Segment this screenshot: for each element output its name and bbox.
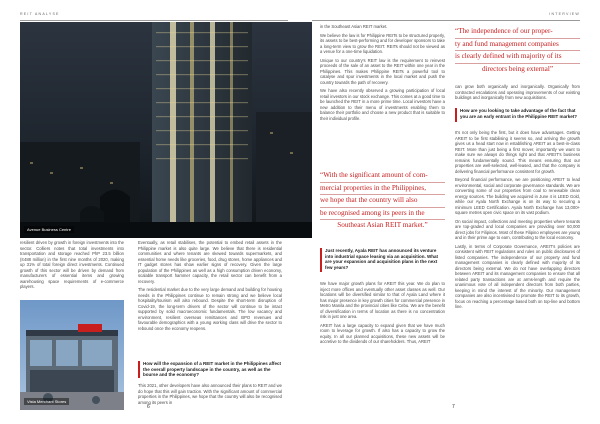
pull-quote-2	[455, 26, 580, 75]
right-col1-paragraph: in the Southeast Asian REIT market.	[320, 24, 388, 29]
city-night-photo-svg	[20, 22, 312, 238]
left-col1-paragraph: resilient driven by growth in foreign investments into the sector. Colliers notes that total investments into transportation and storage reached PhP 23.5 billion (₶488 million) in the first nine months of 2020, making up 31% of total foreign direct investments. Continued growth of this sector will be driven by demand from manufacturers of essential items and growing warehousing space requirements of e-commerce players.	[20, 240, 124, 289]
left-col1-text	[20, 240, 124, 293]
left-col2-answer: This 2021, other developers have also announced their plans to REIT and we do hope that this will gain traction. With the significant amount of commercial properties in the Philippines, we hope that the country will also be recognised among its peers in	[138, 383, 282, 405]
pull-quote-2-last-line: directors being external”	[481, 64, 554, 73]
pull-quote-1-line: mercial properties in the Philippines,	[320, 183, 445, 196]
page-number-left: 6	[147, 404, 150, 410]
question-accent-bar	[455, 108, 457, 122]
right-col2-paragraph: It's not only being the first, but it does have advantages. Getting AREIT to be first stabilising it seems so, and arriving the growth gives us a head start now in establishing AREIT as a best-in-class REIT. More than just being a first mover, importantly we want to make sure we always do things right and that AREIT's business remains fundamentally sound. This means ensuring that our properties are well-selected, well-leased, and that the company is delivering financial performance consistent for growth.	[455, 130, 580, 174]
right-col2-paragraph: Lastly, in terms of Corporate Governance, AREIT's policies are consistent with REIT regulations and rules on public disclosures of listed companies. The independence of our property and fund management companies is clearly defined with majority of its directors being external. We do not have overlapping directors between AREIT and its management companies to ensure that all related party transactions are at arms-length and require the unanimous vote of all independent directors from both parties, keeping in mind the interest of the minority. Our management companies are also incentivised to promote the REIT to its growth, focus on reaching a percentage based both on top-line and bottom line.	[455, 243, 580, 309]
page-number-right: 7	[452, 404, 455, 410]
pull-quote-2-line: “The independence of our proper-	[455, 26, 580, 39]
left-col2-paragraph: Eventually, as retail stabilises, the potential to embed retail assets in the Philippine market is also quite large. We believe that there is residential communities and where tenants are skewed towards supermarkets, and essential home needs like groceries, food, drug stores, home appliances and IT gadget stores has show earlier signs of recovery. Given the large population of the Philippines as well as a high consumption driven economy, scalable transport hammer capacity, the retail sector can benefit from a recovery.	[138, 240, 282, 284]
right-col1-paragraph: We have also recently observed a growing participation of local retail investors in our stock exchange. This comes at a good time to be launched the REIT in a more prime time. Local investors have a new addition to their menu of investments enabling them to balance their portfolio and choose a new product that is suitable to their individual profile.	[320, 88, 445, 121]
header-rule-left	[20, 20, 288, 21]
left-col2-after-question	[138, 383, 282, 408]
left-col2-paragraph: The residential market due to the very large demand and building for housing needs in the Philippines continue to remain strong and we believe local hospitality/tourism will also rebound. Despite the short-term disruption of Covid-19, the long-term drivers of the sector will continue to be intact supported by solid macroeconomic fundamentals. The low vacancy and environment, resilient overseas remittances and BPO revenues and favourable demographics with a young working class will drive the sector to rebound once the economy reopens.	[138, 287, 282, 331]
left-question: How will the expansion of a REIT market in the Philippines affect the overall property landscape in the country, as well as the bourse and the economy?	[143, 361, 282, 377]
right-col1-paragraph: We believe the law is for Philippine REITs to be structured properly, its assets to be best-performing and for developer sponsors to take a long-term view to grow the REIT. REITs should not be viewed as a venue for a one-time liquidation.	[320, 32, 445, 54]
right-col2-top-text	[455, 84, 580, 104]
photo-top-caption: Avenue Business Centre	[24, 226, 74, 233]
right-question-2-block	[455, 108, 580, 126]
right-col2-paragraph: Beyond financial performance, we are positioning AREIT to lead environmental, social and corporate governance standards. We are converting some of our properties from coal to renewable clean energy sources. The building we acquired in June 4 is LEED Gold, while our Ayala North Exchange is on its way to securing a minimum LEED Certification. Ayala North Exchange has 13,000+ square metres open civic space on its vast podium.	[455, 177, 580, 215]
right-col1-paragraph: Unique to our country's REIT law is the requirement to reinvest proceeds of the sale of an asset to the REIT within one year in the Philippines. This makes Philippine REITs a powerful tool to catalyse and spur investments in the local market and push the country towards the path of recovery.	[320, 57, 445, 85]
building-photo-bottom	[20, 300, 124, 410]
left-col2-text	[138, 240, 282, 334]
header-right-label: INTERVIEW	[549, 12, 580, 16]
right-col1-text	[320, 24, 445, 124]
pull-quote-2-line: ty and fund management companies	[455, 39, 580, 52]
photo-bottom-caption: Vista Merchant Stores	[24, 398, 69, 405]
right-question-2: How are you looking to take advantage of the fact that you are an early entrant in the Philippine REIT market?	[460, 108, 578, 119]
pull-quote-1-last-line: Southeast Asian REIT market.”	[337, 221, 428, 229]
right-col1-after-question	[320, 281, 445, 348]
pull-quote-2-line: is clearly defined with majority of its	[455, 51, 580, 64]
building-photo-top	[20, 22, 312, 238]
pull-quote-1-line: “With the significant amount of com-	[320, 170, 445, 183]
pull-quote-1	[320, 170, 445, 232]
header-rule-right	[312, 20, 580, 21]
question-accent-bar	[320, 248, 322, 272]
question-accent-bar	[138, 361, 140, 378]
pull-quote-1-line: we hope that the country will also	[320, 195, 445, 208]
right-col1-answer: We have major growth plans for AREIT this year. We do plan to inject more offices and eventually other asset classes as well. Our locations will be diversified similar to that of Ayala Land where it has major presence in key growth cities for commercial presence in Metro Manila and the provincial cities like Cebu. We are the benefit of diversification in terms of location as there is no concentration risk in just one area.	[320, 281, 445, 319]
storefront-photo-svg	[20, 300, 124, 410]
right-col2-paragraph: On social impact, collections and meeting properties where tenants are top-graded and local companies are providing over 50,000 direct jobs for Filipinos. Most of these Filipino employees are young and in their prime age to earn, contributing to the local economy.	[455, 218, 580, 240]
right-col2-top-paragraph: can grow both organically and inorganically. Organically from contracted escalations and operating improvements of our existing buildings and inorganically from new acquisitions.	[455, 84, 580, 100]
right-question-1: Just recently, Ayala REIT has announced its venture into industrial space leasing via an acquisition. What are your expansion and acquisition plans in the next few years?	[325, 248, 439, 270]
left-question-block	[138, 361, 282, 381]
pull-quote-1-line: be recognised among its peers in the	[320, 208, 445, 221]
header-left-label: REIT ANALYSE	[20, 12, 60, 16]
right-col2-text	[455, 130, 580, 313]
right-col1-answer: AREIT has a large capacity to expand given that we have much room to leverage for growth. If also has a capacity to grow the equity. In all our planned acquisitions, these new assets will be accretive to the dividends of our shareholders. Thus, AREIT	[320, 322, 445, 344]
right-question-1-block	[320, 248, 445, 276]
